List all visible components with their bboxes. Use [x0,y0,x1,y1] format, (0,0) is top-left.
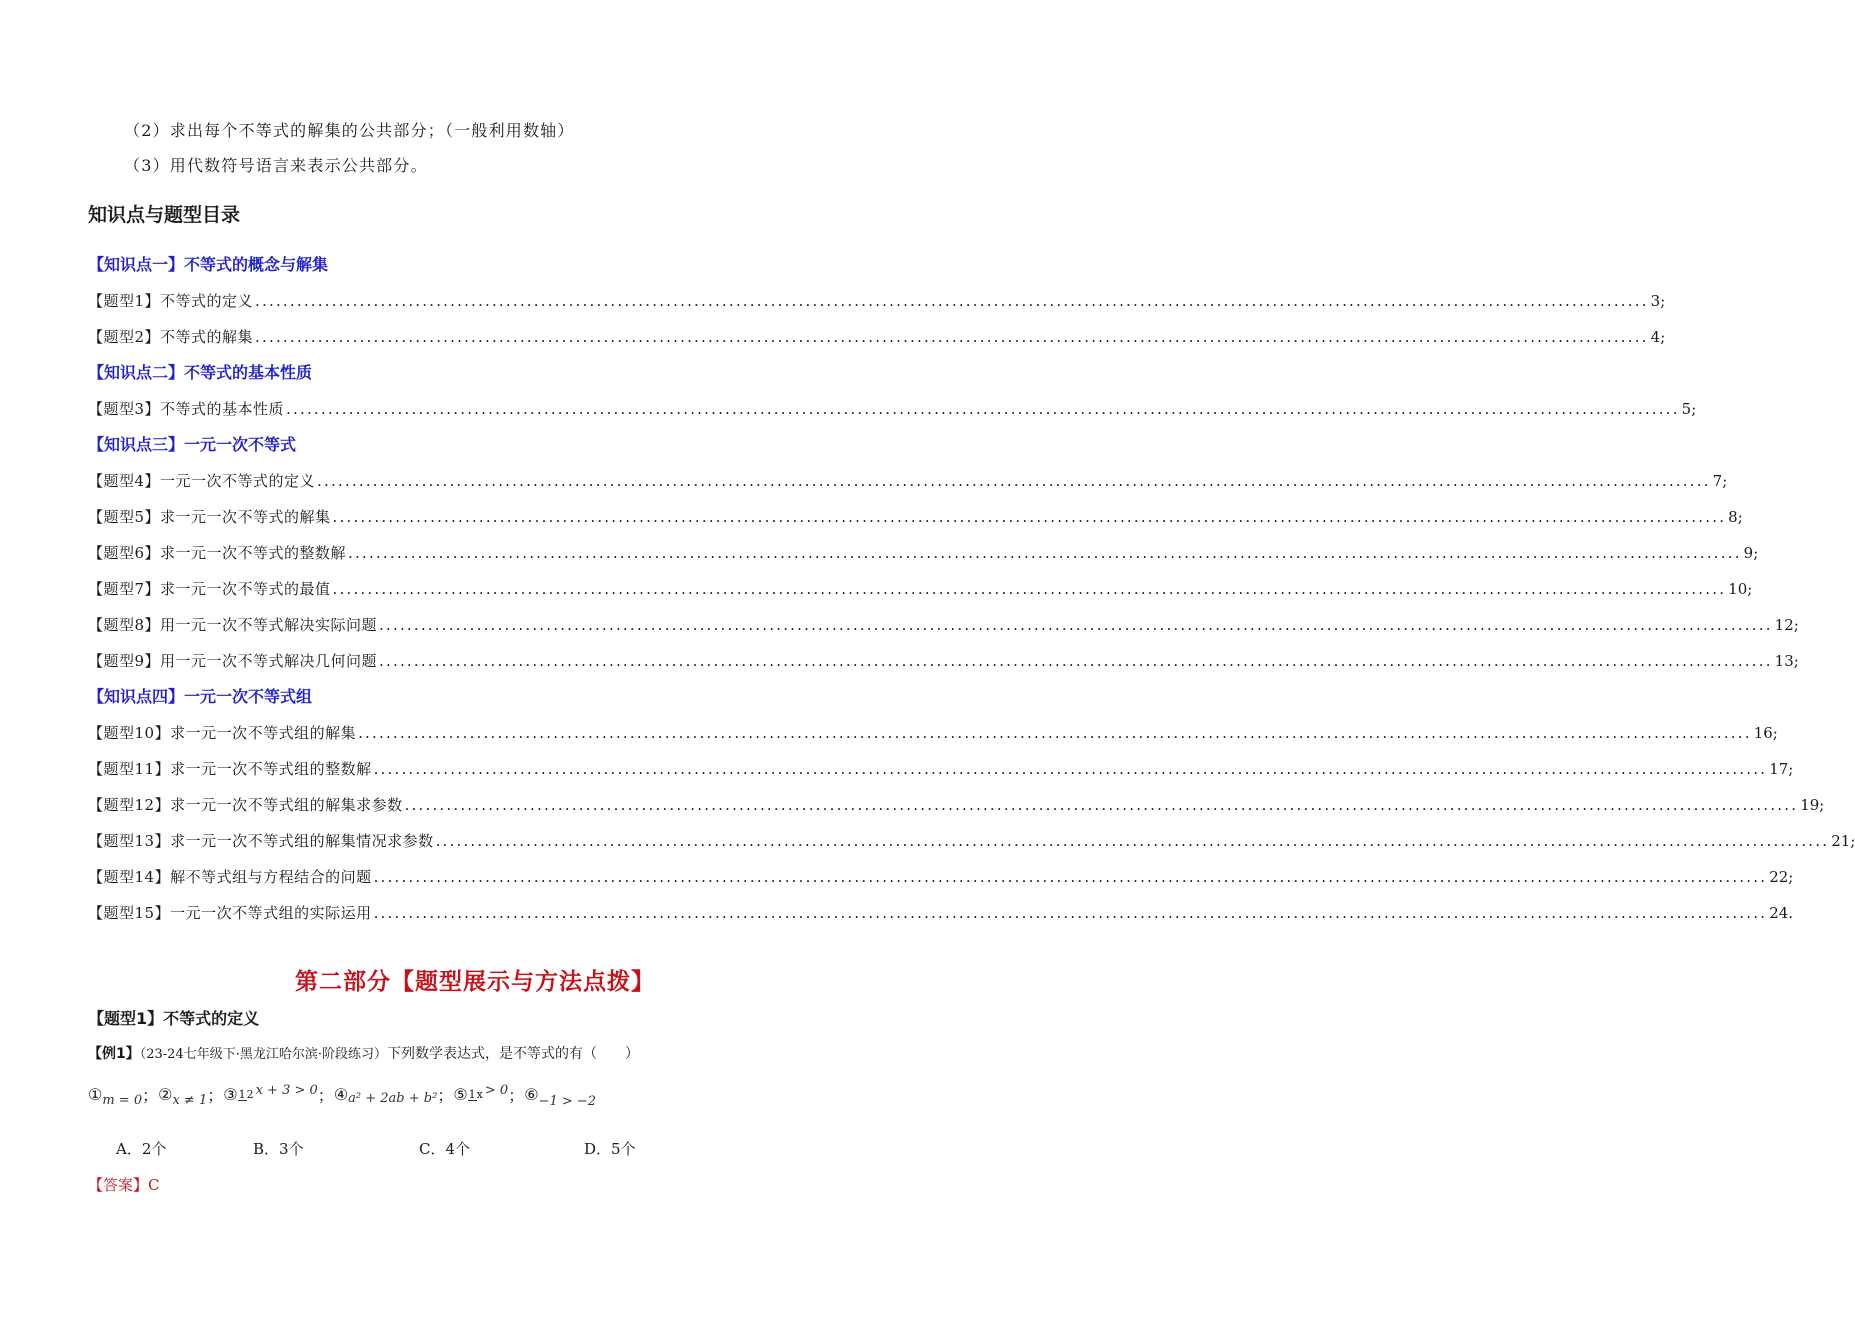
knowledge-point-heading[interactable]: 【知识点三】一元一次不等式 [88,435,297,454]
toc-item-label: 【题型2】不等式的解集 [88,328,254,346]
expression-3: x + 3 > 0 [255,1083,318,1098]
toc-item-label: 【题型3】不等式的基本性质 [88,400,285,418]
toc-item[interactable] [88,650,1799,674]
knowledge-point-heading[interactable]: 【知识点二】不等式的基本性质 [88,363,313,382]
circled-2: ② [158,1085,173,1104]
option-b: B．3个 [253,1140,304,1158]
toc-leader-dots: ........................................................................................................................................................................................................ [379,652,1773,670]
toc-item-label: 【题型5】求一元一次不等式的解集 [88,508,331,526]
toc-page-number: 9; [1743,544,1759,562]
expression-1: m = 0 [102,1093,143,1108]
separator-3: ； [317,1086,334,1105]
toc-leader-dots: ........................................................................................................................................................................................................ [317,472,1711,490]
expression-4: a² + 2ab + b² [348,1091,438,1106]
toc-page-number: 19; [1800,796,1825,814]
toc-leader-dots: ........................................................................................................................................................................................................ [373,868,1768,886]
toc-item[interactable] [88,470,1728,494]
toc-item[interactable] [88,326,1666,350]
toc-item-label: 【题型1】不等式的定义 [88,292,254,310]
toc-item[interactable] [88,794,1825,818]
circled-5: ⑤ [453,1085,468,1104]
fraction-denominator: 2 [246,1088,254,1101]
separator-4: ； [437,1086,454,1105]
toc-item-label: 【题型6】求一元一次不等式的整数解 [88,544,347,562]
toc-item-label: 【题型7】求一元一次不等式的最值 [88,580,331,598]
toc-leader-dots: ........................................................................................................................................................................................................ [358,724,1752,742]
example-label: 【例1】 [88,1046,140,1062]
toc-item[interactable] [88,542,1759,566]
toc-page-number: 7; [1712,472,1728,490]
toc-leader-dots: ........................................................................................................................................................................................................ [332,580,1727,598]
question-type-title: 【题型1】不等式的定义 [88,1009,260,1028]
toc-item-label: 【题型8】用一元一次不等式解决实际问题 [88,616,378,634]
toc-leader-dots: ........................................................................................................................................................................................................ [332,508,1727,526]
toc-item[interactable] [88,290,1666,314]
separator-2: ； [207,1086,224,1105]
step-2: （2）求出每个不等式的解集的公共部分；（一般利用数轴） [124,121,575,140]
fraction-denominator: x [476,1088,483,1101]
fraction-numerator: 1 [238,1087,246,1101]
toc-title: 知识点与题型目录 [88,204,241,226]
circled-6: ⑥ [524,1085,539,1104]
toc-page-number: 24. [1769,904,1794,922]
knowledge-point-heading[interactable]: 【知识点四】一元一次不等式组 [88,687,313,706]
toc-item[interactable] [88,578,1753,602]
toc-item-label: 【题型10】求一元一次不等式组的解集 [88,724,357,742]
toc-leader-dots: ........................................................................................................................................................................................................ [373,904,1768,922]
toc-item-label: 【题型9】用一元一次不等式解决几何问题 [88,652,378,670]
toc-page-number: 17; [1769,760,1794,778]
toc-page-number: 5; [1681,400,1697,418]
toc-item[interactable] [88,758,1794,782]
option-c: C．4个 [419,1140,471,1158]
toc-page-number: 16; [1753,724,1778,742]
toc-page-number: 12; [1774,616,1799,634]
toc-item[interactable] [88,866,1794,890]
toc-leader-dots: ........................................................................................................................................................................................................ [348,544,1742,562]
toc-item-label: 【题型11】求一元一次不等式组的整数解 [88,760,372,778]
toc-page-number: 10; [1728,580,1753,598]
toc-item[interactable] [88,398,1697,422]
toc-item[interactable] [88,830,1855,854]
toc-item[interactable] [88,722,1778,746]
example-text: 下列数学表达式，是不等式的有（ ） [387,1046,639,1062]
option-d: D．5个 [584,1140,636,1158]
toc-page-number: 21; [1831,832,1855,850]
toc-item-label: 【题型13】求一元一次不等式组的解集情况求参数 [88,832,434,850]
toc-page-number: 8; [1728,508,1743,526]
expression-5: > 0 [484,1083,509,1098]
toc-page-number: 3; [1650,292,1666,310]
toc-item-label: 【题型14】解不等式组与方程结合的问题 [88,868,372,886]
fraction-one-half [238,1089,254,1101]
example-source: （23-24七年级下·黑龙江哈尔滨·阶段练习） [139,1047,387,1062]
toc-leader-dots: ........................................................................................................................................................................................................ [435,832,1830,850]
toc-page-number: 4; [1650,328,1666,346]
knowledge-point-heading[interactable]: 【知识点一】不等式的概念与解集 [88,255,329,274]
toc-item-label: 【题型15】一元一次不等式组的实际运用 [88,904,372,922]
separator-1: ； [142,1086,159,1105]
expression-2: x ≠ 1 [172,1093,208,1108]
toc-leader-dots: ........................................................................................................................................................................................................ [255,328,1649,346]
option-a: A．2个 [116,1140,167,1158]
step-3: （3）用代数符号语言来表示公共部分。 [124,156,428,175]
toc-item-label: 【题型12】求一元一次不等式组的解集求参数 [88,796,403,814]
toc-item[interactable] [88,902,1794,926]
circled-4: ④ [333,1085,349,1104]
circled-1: ① [88,1085,103,1104]
toc-page-number: 13; [1774,652,1799,670]
circled-3: ③ [223,1085,238,1104]
toc-leader-dots: ........................................................................................................................................................................................................ [404,796,1799,814]
toc-leader-dots: ........................................................................................................................................................................................................ [255,292,1649,310]
toc-item-label: 【题型4】一元一次不等式的定义 [88,472,316,490]
separator-5: ； [508,1086,525,1105]
toc-item[interactable] [88,506,1743,530]
toc-leader-dots: ........................................................................................................................................................................................................ [373,760,1768,778]
fraction-one-over-x [468,1089,483,1101]
toc-page-number: 22; [1769,868,1794,886]
answer: 【答案】C [88,1176,160,1194]
toc-item[interactable] [88,614,1799,638]
toc-leader-dots: ........................................................................................................................................................................................................ [379,616,1773,634]
part-title: 第二部分【题型展示与方法点拨】 [295,969,655,995]
fraction-numerator: 1 [468,1087,476,1101]
toc-leader-dots: ........................................................................................................................................................................................................ [286,400,1680,418]
expression-6: −1 > −2 [538,1094,597,1109]
example-line [88,1043,639,1063]
expression-list [88,1080,596,1124]
